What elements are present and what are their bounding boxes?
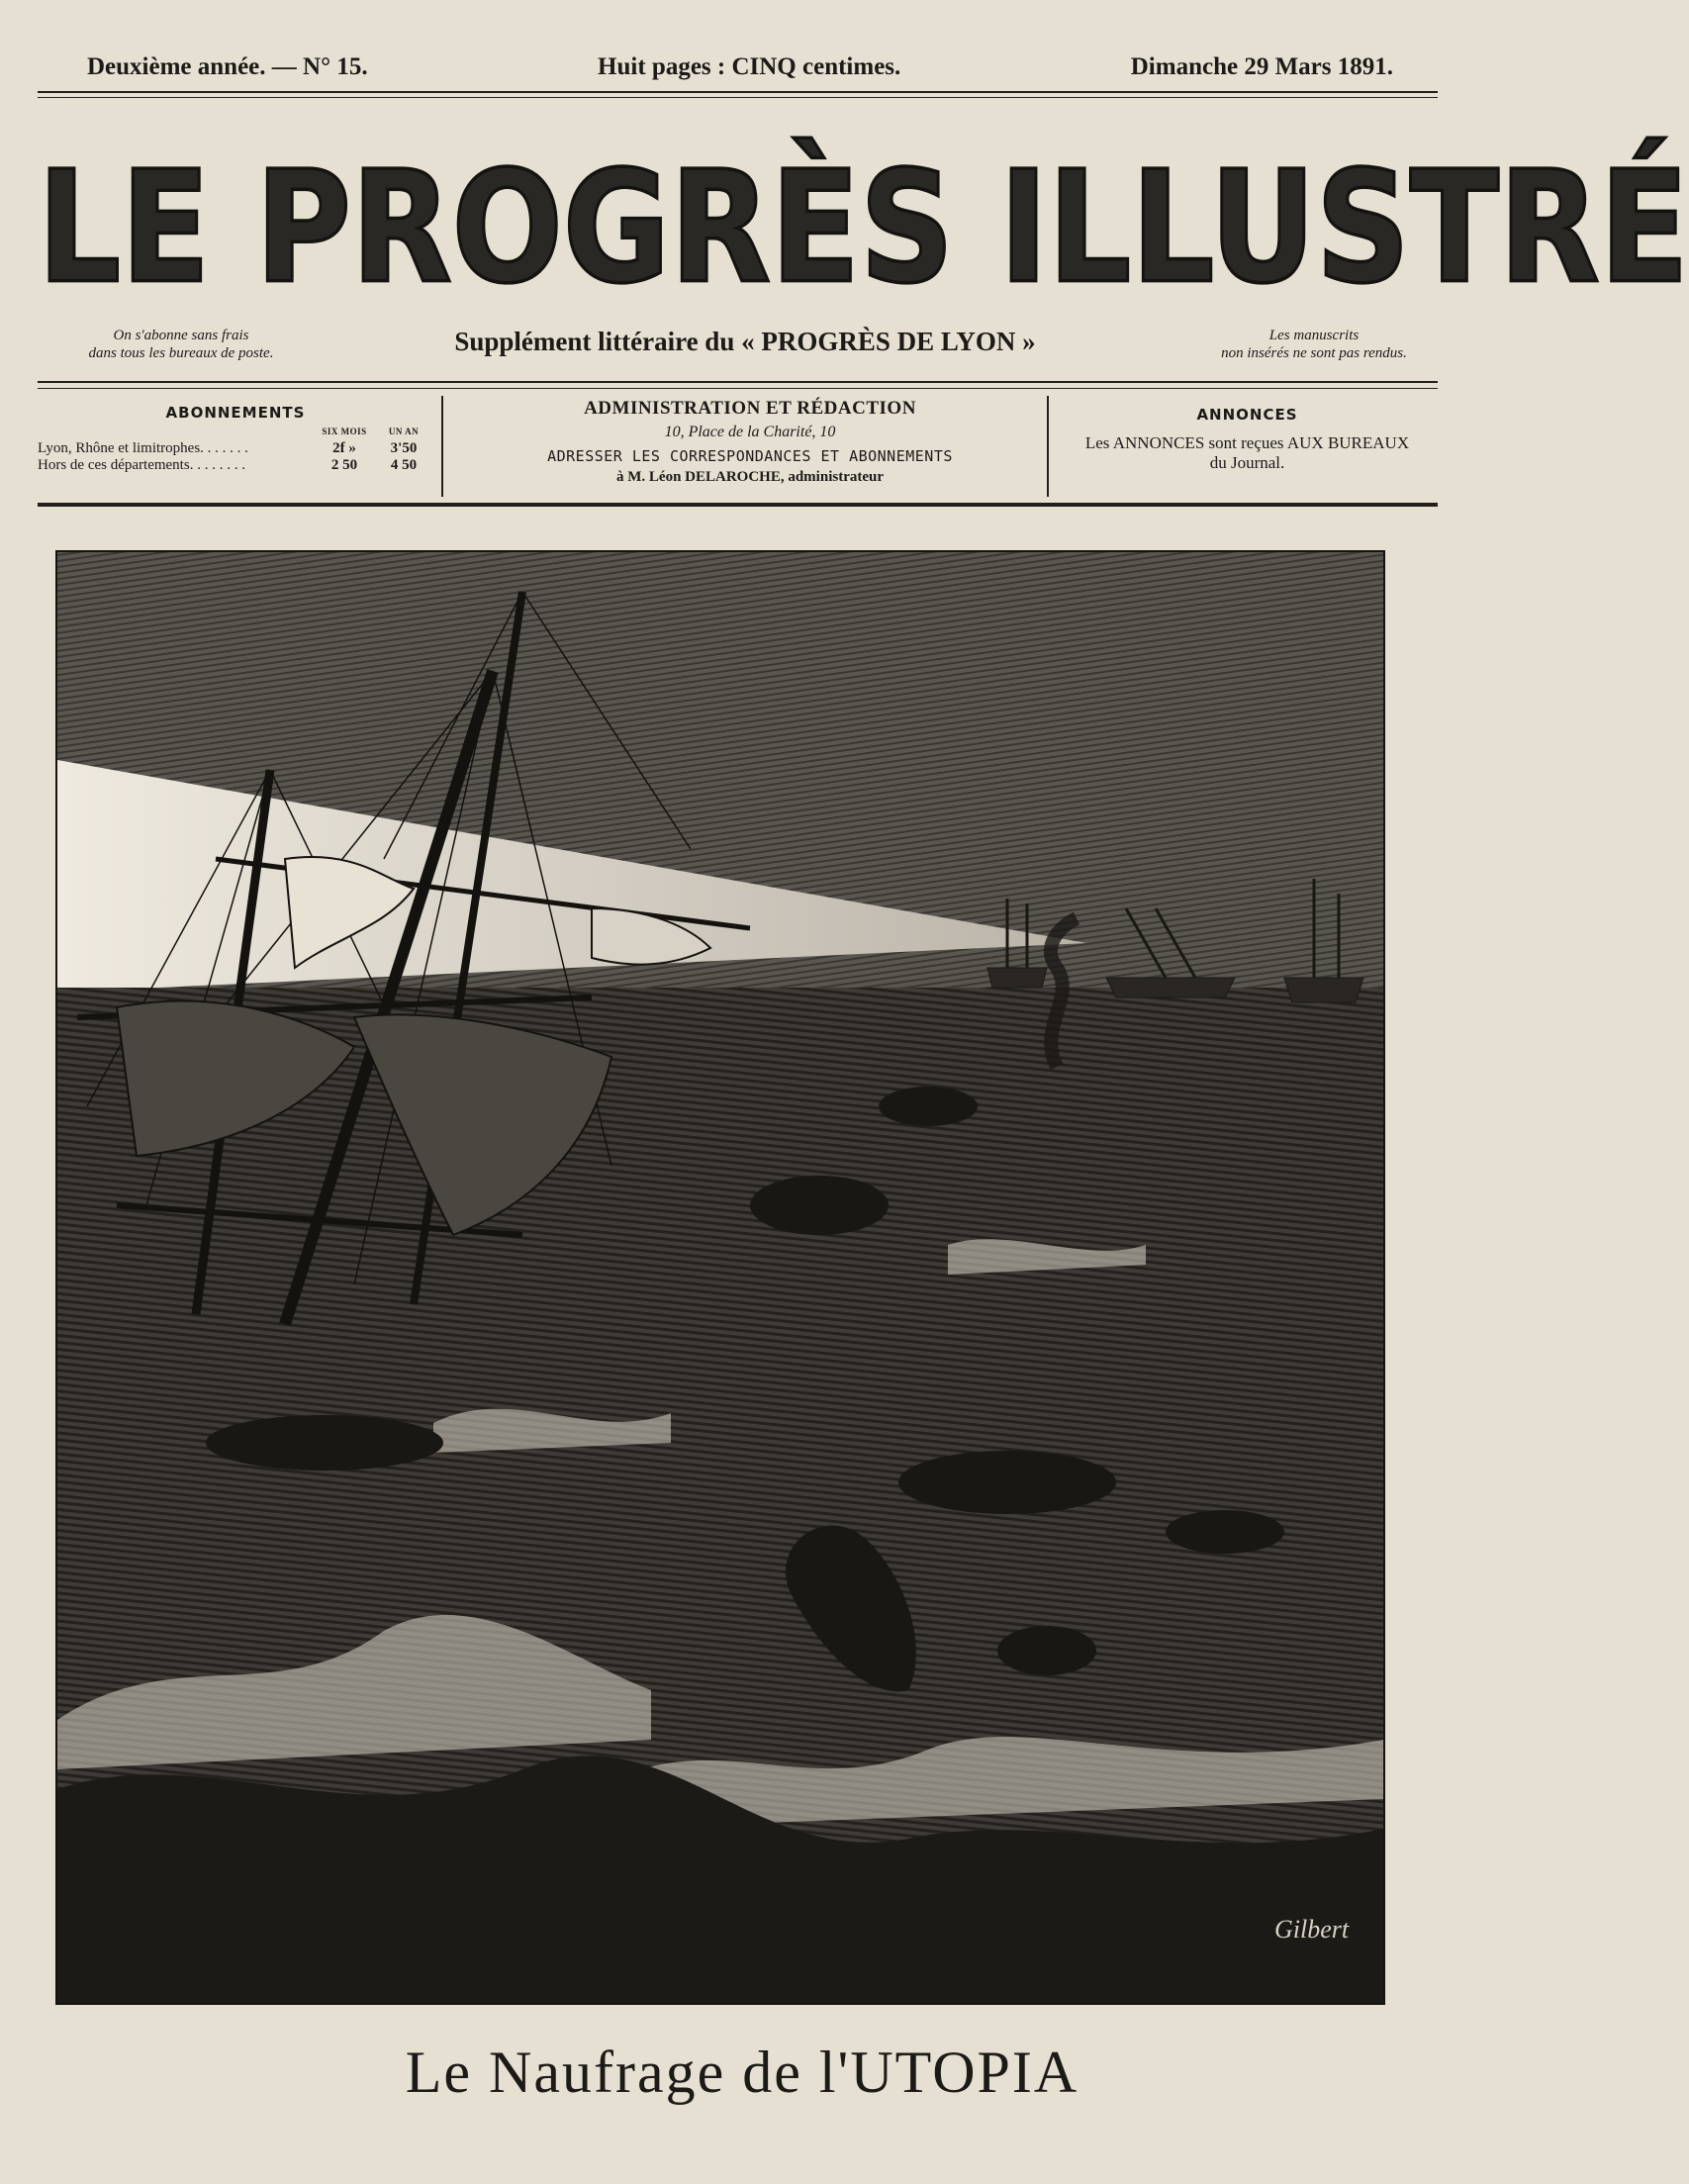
subscriptions-table	[38, 424, 433, 474]
row-six: 2f »	[332, 440, 356, 456]
administration-title: ADMINISTRATION ET RÉDACTION	[584, 398, 916, 419]
rule	[38, 97, 1438, 98]
issue-number: Deuxième année. — N° 15.	[87, 53, 368, 80]
rule	[38, 388, 1438, 389]
info-boxes	[38, 392, 1438, 501]
shipwreck-engraving	[55, 550, 1385, 2005]
ads-text	[1057, 433, 1438, 473]
col-one-year: UN AN	[388, 427, 420, 436]
ads-line: du Journal.	[1209, 453, 1285, 472]
correspondence-line: ADRESSER LES CORRESPONDANCES ET ABONNEMENTS	[547, 447, 953, 465]
subscriptions-box	[38, 404, 433, 474]
ads-title: ANNONCES	[1196, 406, 1298, 424]
ads-box	[1057, 406, 1438, 473]
manuscripts-note	[1190, 327, 1438, 362]
masthead-subline	[38, 319, 1438, 378]
administration-address: 10, Place de la Charité, 10	[664, 424, 836, 440]
row-label: Lyon, Rhône et limitrophes. . . . . . .	[38, 440, 248, 456]
director-line: à M. Léon DELAROCHE, administrateur	[616, 469, 884, 485]
supplement-line: Supplément littéraire du « PROGRÈS DE LYON »	[454, 327, 1036, 356]
column-divider	[1047, 396, 1049, 497]
issue-date: Dimanche 29 Mars 1891.	[1130, 53, 1393, 80]
blank-cell	[38, 424, 315, 440]
price-line: Huit pages : CINQ centimes.	[598, 53, 901, 80]
row-year: 3'50	[390, 440, 418, 456]
illustration-caption: Le Naufrage de l'UTOPIA	[405, 2040, 1079, 2105]
col-six-months: SIX MOIS	[322, 427, 367, 436]
note-line: dans tous les bureaux de poste.	[88, 345, 274, 361]
engraving-drawing	[57, 552, 1383, 2003]
row-year: 4 50	[390, 457, 418, 473]
note-line: non insérés ne sont pas rendus.	[1221, 345, 1407, 361]
ads-line: Les ANNONCES sont reçues AUX BUREAUX	[1084, 433, 1410, 452]
rule	[38, 91, 1438, 93]
subscription-note	[38, 327, 325, 362]
artist-signature: Gilbert	[1274, 1915, 1350, 1944]
subscriptions-title: ABONNEMENTS	[165, 404, 306, 422]
rule	[38, 381, 1438, 383]
table-row	[38, 440, 433, 457]
rule	[38, 503, 1438, 507]
row-label: Hors de ces départements. . . . . . . .	[38, 457, 245, 473]
row-six: 2 50	[330, 457, 358, 473]
note-line: Les manuscrits	[1268, 328, 1360, 343]
masthead-title: LE PROGRÈS ILLUSTRÉ	[38, 138, 1689, 319]
column-divider	[441, 396, 443, 497]
table-row	[38, 457, 433, 474]
note-line: On s'abonne sans frais	[113, 328, 249, 343]
top-strip	[38, 47, 1438, 87]
administration-box	[453, 398, 1047, 486]
